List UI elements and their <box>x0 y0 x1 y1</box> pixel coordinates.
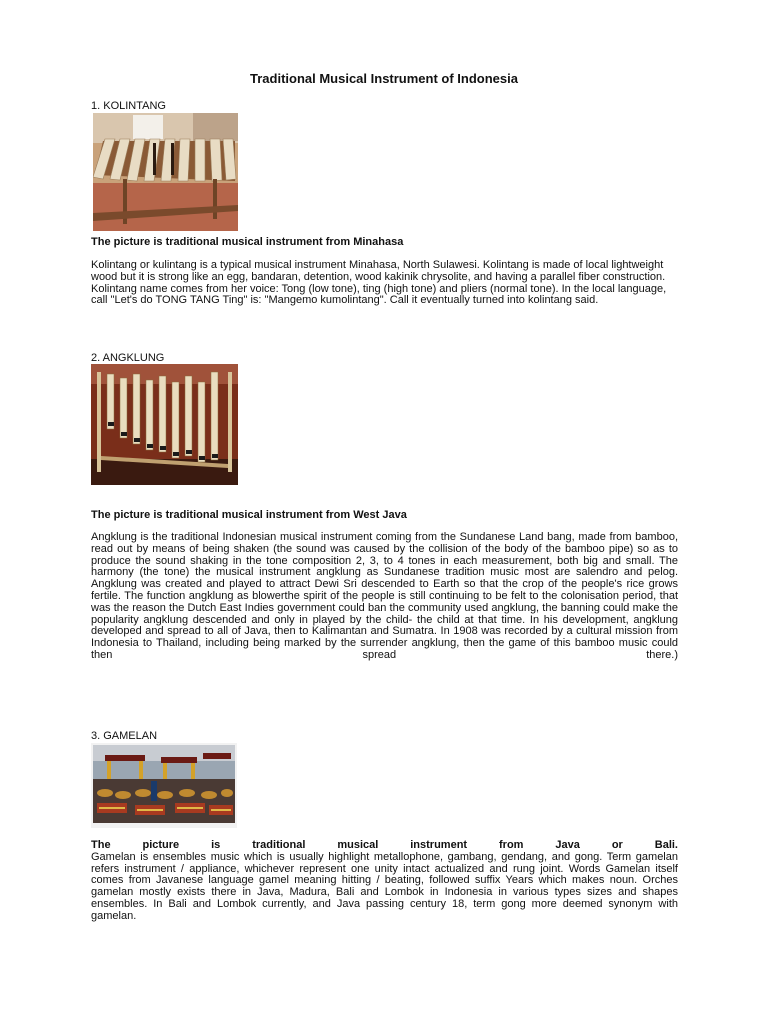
caption-kolintang: The picture is traditional musical instrument from Minahasa <box>91 236 404 248</box>
page-title: Traditional Musical Instrument of Indonesia <box>250 71 518 86</box>
angklung-photo <box>91 364 238 485</box>
gamelan-photo <box>91 743 237 828</box>
caption-gamelan: The picture is traditional musical instrument from Java or Bali. <box>91 839 678 851</box>
paragraph-text: Angklung was created and played to attract Dewi Sri descended to Earth so that the crop of the people's rice grows fertile. The function angklung as blowerthe spirit of the people is still continuing to be felt to the colonisation period, that was the reason the Dutch East Indies government could ban the community used angklung, the banning could make the popularity angklung descended and only in played by the child- the child at that time. In his development, angklung developed and spread to all of Java, then to Kalimantan and Sumatra. In 1908 was recorded by a cultural mission from Indonesia to Thailand, including being marked by the surrender angklung, then the game of this bamboo music could then spread there.) <box>91 578 678 661</box>
paragraph-text: Kolintang name comes from her voice: Tong (low tone), ting (high tone) and pliers (normal tone). In the local language, call "Let's do TONG TANG Ting" is: "Mangemo kumolintang". Call it eventually turned into kolintang said. <box>91 282 667 307</box>
paragraph-gamelan <box>91 840 678 923</box>
section-heading-kolintang: 1. KOLINTANG <box>91 100 166 112</box>
paragraph-kolintang <box>91 260 678 307</box>
kolintang-photo <box>93 113 238 231</box>
paragraph-angklung <box>91 532 678 662</box>
caption-angklung: The picture is traditional musical instrument from West Java <box>91 509 407 521</box>
paragraph-text: Gamelan is ensembles music which is usually highlight metallophone, gambang, gendang, and gong. Term gamelan refers instrument / appliance, whichever represent one unity intact actualized and rung joint. Words Gamelan itself comes from Javanese language gamel meaning hitting / beating, followed suffix Years which makes noun. Orches gamelan mostly exists there in Java, Madura, Bali and Lombok in Indonesia in various types sizes and shapes ensembles. In Bali and Lombok currently, and Java passing century 18, term gong more deemed synonym with gamelan. <box>91 850 678 922</box>
section-heading-angklung: 2. ANGKLUNG <box>91 352 165 364</box>
paragraph-text: Angklung is the traditional Indonesian musical instrument coming from the Sundanese Land bang, made from bamboo, read out by means of being shaken (the sound was caused by the collision of the body of the bamboo pipe) so as to produce the sound shaking in the tone composition 2, 3, to 4 tones in each measurement, both big and small. The harmony (the tone) the musical instrument angklung as Sundanese tradition music most are salendro and pelog. <box>91 531 678 579</box>
paragraph-text: Kolintang or kulintang is a typical musical instrument Minahasa, North Sulawesi. Kolintang is made of local lightweight wood but it is strong like an egg, bandaran, detention, wood kakinik chrysolite, and having a parallel fiber construction. <box>91 259 666 283</box>
section-heading-gamelan: 3. GAMELAN <box>91 730 158 742</box>
